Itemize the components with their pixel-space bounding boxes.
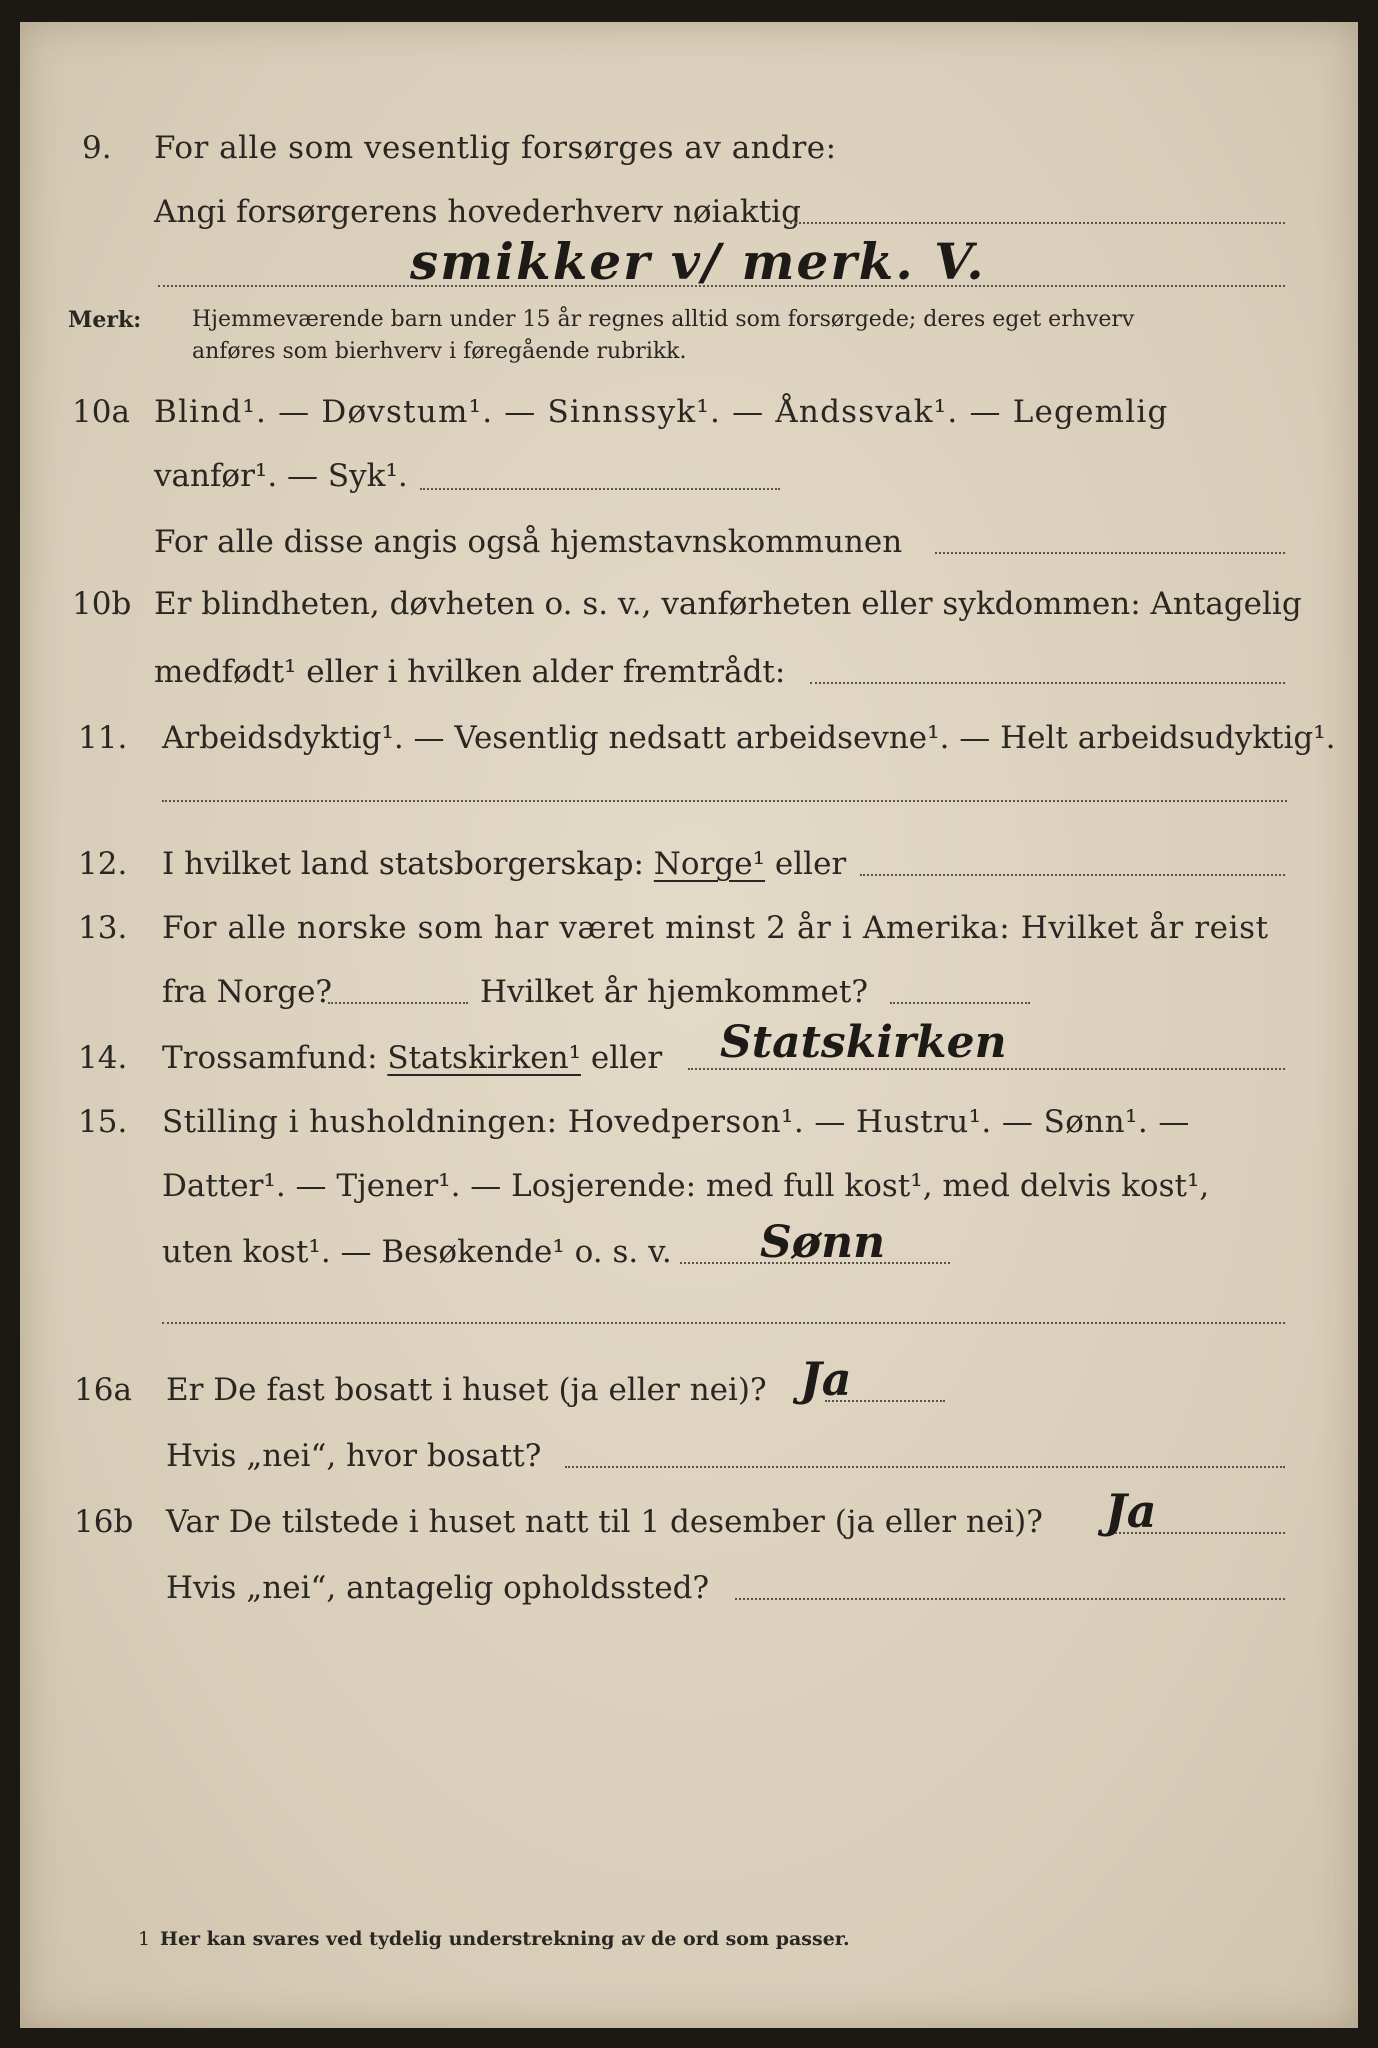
q14-handwritten-answer: Statskirken	[720, 1017, 1007, 1068]
q12-prefix: I hvilket land statsborgerskap:	[162, 846, 644, 882]
q13-fill-line-2	[890, 1002, 1030, 1004]
q13-fill-line-1	[328, 1002, 468, 1004]
q10a-fill-line-2	[935, 552, 1285, 554]
q15-line-3: uten kost¹. — Besøkende¹ o. s. v.	[162, 1234, 672, 1270]
q10b-number: 10b	[72, 586, 132, 622]
q10b-fill-line	[810, 682, 1285, 684]
q15-line-2: Datter¹. — Tjener¹. — Losjerende: med full kost¹, med delvis kost¹,	[162, 1168, 1210, 1204]
q9-number: 9.	[82, 130, 112, 166]
q16b-handwritten-answer: Ja	[1105, 1484, 1157, 1538]
q11-line-1: Arbeidsdyktig¹. — Vesentlig nedsatt arbeidsevne¹. — Helt arbeidsudyktig¹.	[162, 720, 1336, 756]
q10a-line-3: For alle disse angis også hjemstavnskommunen	[154, 524, 903, 560]
q10a-line-1: Blind¹. — Døvstum¹. — Sinnssyk¹. — Åndssvak¹. — Legemlig	[154, 394, 1169, 430]
q12-norge-underlined: Norge¹	[653, 846, 766, 882]
q14-prefix: Trossamfund:	[162, 1040, 378, 1076]
q10a-fill-line-1	[420, 488, 780, 490]
census-form-sheet	[20, 22, 1358, 2028]
q16b-line-2: Hvis „nei“, antagelig opholdssted?	[166, 1570, 710, 1606]
q11-fill-line	[162, 800, 1287, 802]
q15-fill-line-2	[162, 1322, 1285, 1324]
q13-number: 13.	[78, 910, 128, 946]
q9-question: For alle som vesentlig forsørges av andre:	[154, 130, 837, 166]
footnote-mark: 1	[138, 1928, 151, 1950]
q16b-fill-line-1	[1115, 1532, 1285, 1534]
q13-line-2a: fra Norge?	[162, 974, 333, 1010]
q16a-number: 16a	[74, 1372, 132, 1408]
q12-line	[162, 844, 846, 884]
q14-statskirken-underlined: Statskirken¹	[387, 1040, 581, 1076]
q16a-line-2: Hvis „nei“, hvor bosatt?	[166, 1438, 542, 1474]
q16a-fill-line-1	[825, 1400, 945, 1402]
q11-number: 11.	[78, 720, 128, 756]
q9-subquestion: Angi forsørgerens hovederhverv nøiaktig	[154, 194, 801, 230]
q10b-line-2: medfødt¹ eller i hvilken alder fremtrådt:	[154, 654, 786, 690]
q10a-line-2: vanfør¹. — Syk¹.	[154, 458, 408, 494]
q16b-number: 16b	[74, 1504, 134, 1540]
q16b-fill-line-2	[735, 1598, 1285, 1600]
q13-line-2b: Hvilket år hjemkommet?	[480, 974, 868, 1010]
footnote-text: Her kan svares ved tydelig understrekning av de ord som passer.	[160, 1928, 850, 1950]
q16a-fill-line-2	[565, 1466, 1285, 1468]
merk-label: Merk:	[68, 307, 142, 333]
q12-fill-line	[860, 874, 1285, 876]
q14-number: 14.	[78, 1040, 128, 1076]
q12-number: 12.	[78, 846, 128, 882]
merk-text-1: Hjemmeværende barn under 15 år regnes alltid som forsørgede; deres eget erhverv	[192, 307, 1135, 332]
merk-text-2: anføres som bierhverv i føregående rubrikk.	[192, 339, 687, 364]
q14-line	[162, 1038, 662, 1078]
q12-suffix: eller	[774, 846, 847, 882]
q10a-number: 10a	[72, 394, 130, 430]
q15-line-1: Stilling i husholdningen: Hovedperson¹. — Hustru¹. — Sønn¹. —	[162, 1104, 1190, 1140]
q15-number: 15.	[78, 1104, 128, 1140]
q16a-line-1: Er De fast bosatt i huset (ja eller nei)?	[166, 1372, 767, 1408]
q15-handwritten-answer: Sønn	[760, 1217, 886, 1268]
q14-fill-line	[688, 1068, 1285, 1070]
q10b-line-1: Er blindheten, døvheten o. s. v., vanførheten eller sykdommen: Antagelig	[154, 586, 1302, 622]
q14-suffix: eller	[590, 1040, 663, 1076]
q9-fill-line-1	[790, 222, 1285, 224]
q16b-line-1: Var De tilstede i huset natt til 1 desember (ja eller nei)?	[166, 1504, 1043, 1540]
q16a-handwritten-answer: Ja	[800, 1352, 852, 1406]
q13-line-1: For alle norske som har været minst 2 år i Amerika: Hvilket år reist	[162, 910, 1269, 946]
q9-handwritten-answer: smikker v/ merk. V.	[410, 232, 986, 291]
